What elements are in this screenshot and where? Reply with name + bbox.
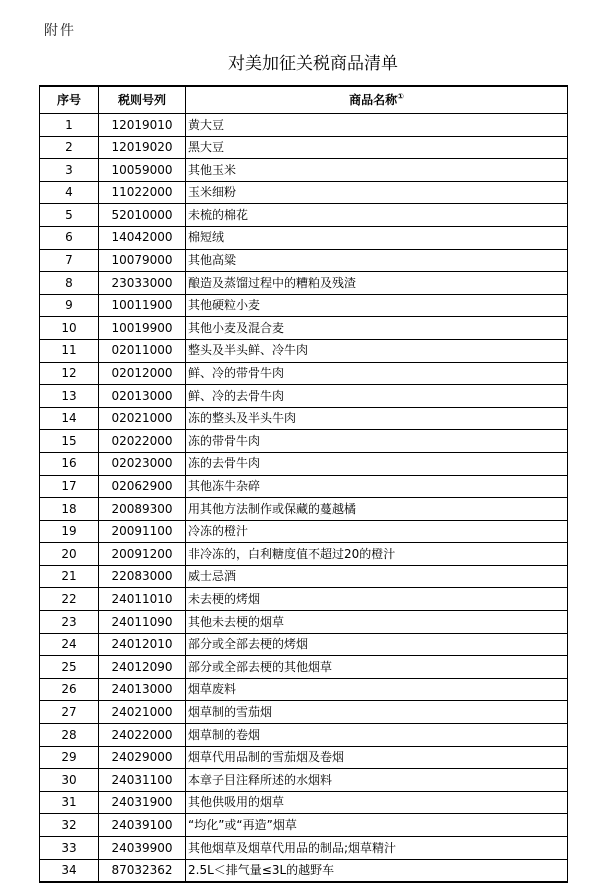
footnote-marker: ① [397,91,404,101]
row-product-name: 部分或全部去梗的烤烟 [186,633,568,656]
table-header-row [40,86,568,114]
row-index: 11 [40,339,99,362]
row-product-name: 其他未去梗的烟草 [186,611,568,634]
row-index: 27 [40,701,99,724]
table-row [40,791,568,814]
row-product-name: 未梳的棉花 [186,204,568,227]
table-row [40,249,568,272]
row-tariff-code: 12019010 [99,114,186,137]
table-row [40,204,568,227]
table-row [40,272,568,295]
row-product-name: 烟草代用品制的雪茄烟及卷烟 [186,746,568,769]
row-tariff-code: 10011900 [99,294,186,317]
table-row [40,520,568,543]
row-index: 34 [40,859,99,882]
row-product-name: 棉短绒 [186,226,568,249]
table-row [40,678,568,701]
row-index: 23 [40,611,99,634]
row-index: 31 [40,791,99,814]
row-tariff-code: 24011090 [99,611,186,634]
row-tariff-code: 24039900 [99,837,186,860]
row-tariff-code: 24021000 [99,701,186,724]
table-row [40,159,568,182]
row-product-name: 部分或全部去梗的其他烟草 [186,656,568,679]
row-product-name: 黑大豆 [186,136,568,159]
row-index: 28 [40,724,99,747]
table-row [40,385,568,408]
row-product-name: 冻的整头及半头牛肉 [186,407,568,430]
row-index: 5 [40,204,99,227]
header-index [40,86,99,114]
row-index: 13 [40,385,99,408]
row-tariff-code: 24022000 [99,724,186,747]
row-tariff-code: 20091100 [99,520,186,543]
table-row [40,114,568,137]
row-product-name: 玉米细粉 [186,181,568,204]
row-index: 33 [40,837,99,860]
row-index: 24 [40,633,99,656]
table-row [40,588,568,611]
header-name [186,86,568,114]
row-product-name: 冻的去骨牛肉 [186,452,568,475]
row-tariff-code: 87032362 [99,859,186,882]
tariff-product-table [39,85,568,883]
table-row [40,656,568,679]
header-name-label: 商品名称 [349,92,398,107]
table-row [40,837,568,860]
row-product-name: 其他冻牛杂碎 [186,475,568,498]
table-row [40,407,568,430]
table-row [40,565,568,588]
row-product-name: 烟草废料 [186,678,568,701]
table-row [40,633,568,656]
row-index: 32 [40,814,99,837]
row-product-name: 其他供吸用的烟草 [186,791,568,814]
row-tariff-code: 52010000 [99,204,186,227]
row-tariff-code: 22083000 [99,565,186,588]
row-tariff-code: 02021000 [99,407,186,430]
row-tariff-code: 24013000 [99,678,186,701]
row-product-name: 其他高粱 [186,249,568,272]
row-product-name: 其他小麦及混合麦 [186,317,568,340]
table-row [40,724,568,747]
row-product-name: 用其他方法制作或保藏的蔓越橘 [186,498,568,521]
row-tariff-code: 02013000 [99,385,186,408]
table-row [40,769,568,792]
row-index: 10 [40,317,99,340]
header-index-label: 序号 [56,92,81,107]
row-product-name: 非冷冻的，白利糖度值不超过20的橙汁 [186,543,568,566]
table-row [40,317,568,340]
table-row [40,136,568,159]
table-row [40,430,568,453]
row-index: 14 [40,407,99,430]
row-index: 17 [40,475,99,498]
table-row [40,294,568,317]
row-index: 1 [40,114,99,137]
row-index: 20 [40,543,99,566]
table-row [40,181,568,204]
row-index: 6 [40,226,99,249]
row-tariff-code: 11022000 [99,181,186,204]
row-index: 2 [40,136,99,159]
row-product-name: 黄大豆 [186,114,568,137]
row-index: 18 [40,498,99,521]
row-tariff-code: 20089300 [99,498,186,521]
row-tariff-code: 10059000 [99,159,186,182]
row-product-name: 烟草制的卷烟 [186,724,568,747]
row-index: 22 [40,588,99,611]
table-row [40,498,568,521]
table-row [40,611,568,634]
row-product-name: 未去梗的烤烟 [186,588,568,611]
row-tariff-code: 23033000 [99,272,186,295]
row-tariff-code: 24039100 [99,814,186,837]
row-tariff-code: 20091200 [99,543,186,566]
row-index: 7 [40,249,99,272]
table-row [40,362,568,385]
row-product-name: 冻的带骨牛肉 [186,430,568,453]
row-tariff-code: 02062900 [99,475,186,498]
table-row [40,475,568,498]
table-row [40,859,568,882]
row-tariff-code: 02012000 [99,362,186,385]
table-row [40,339,568,362]
page-title: 对美加征关税商品清单 [228,54,398,74]
table-row [40,746,568,769]
row-index: 8 [40,272,99,295]
row-product-name: 威士忌酒 [186,565,568,588]
row-product-name: 其他玉米 [186,159,568,182]
table-row [40,814,568,837]
row-tariff-code: 24031900 [99,791,186,814]
row-product-name: 本章子目注释所述的水烟料 [186,769,568,792]
row-index: 21 [40,565,99,588]
row-tariff-code: 10079000 [99,249,186,272]
row-index: 12 [40,362,99,385]
table-row [40,226,568,249]
table-row [40,701,568,724]
row-index: 29 [40,746,99,769]
row-tariff-code: 12019020 [99,136,186,159]
row-tariff-code: 24029000 [99,746,186,769]
header-code [99,86,186,114]
row-index: 19 [40,520,99,543]
row-tariff-code: 24012090 [99,656,186,679]
row-product-name: 鲜、冷的去骨牛肉 [186,385,568,408]
row-product-name: 冷冻的橙汁 [186,520,568,543]
attachment-label: 附件 [44,23,76,39]
row-index: 9 [40,294,99,317]
row-tariff-code: 14042000 [99,226,186,249]
row-tariff-code: 24012010 [99,633,186,656]
row-product-name: 酿造及蒸馏过程中的糟粕及残渣 [186,272,568,295]
row-tariff-code: 02011000 [99,339,186,362]
row-product-name: 2.5L＜排气量≤3L的越野车 [186,859,568,882]
row-product-name: “均化”或“再造”烟草 [186,814,568,837]
table-body [40,114,568,883]
row-index: 30 [40,769,99,792]
row-tariff-code: 02022000 [99,430,186,453]
row-product-name: 鲜、冷的带骨牛肉 [186,362,568,385]
row-tariff-code: 24011010 [99,588,186,611]
row-index: 15 [40,430,99,453]
row-product-name: 烟草制的雪茄烟 [186,701,568,724]
row-index: 16 [40,452,99,475]
row-tariff-code: 24031100 [99,769,186,792]
row-product-name: 其他烟草及烟草代用品的制品;烟草精汁 [186,837,568,860]
row-tariff-code: 10019900 [99,317,186,340]
row-product-name: 整头及半头鲜、冷牛肉 [186,339,568,362]
table-row [40,452,568,475]
row-tariff-code: 02023000 [99,452,186,475]
row-product-name: 其他硬粒小麦 [186,294,568,317]
row-index: 3 [40,159,99,182]
row-index: 4 [40,181,99,204]
table-row [40,543,568,566]
row-index: 25 [40,656,99,679]
row-index: 26 [40,678,99,701]
header-code-label: 税则号列 [117,92,166,107]
